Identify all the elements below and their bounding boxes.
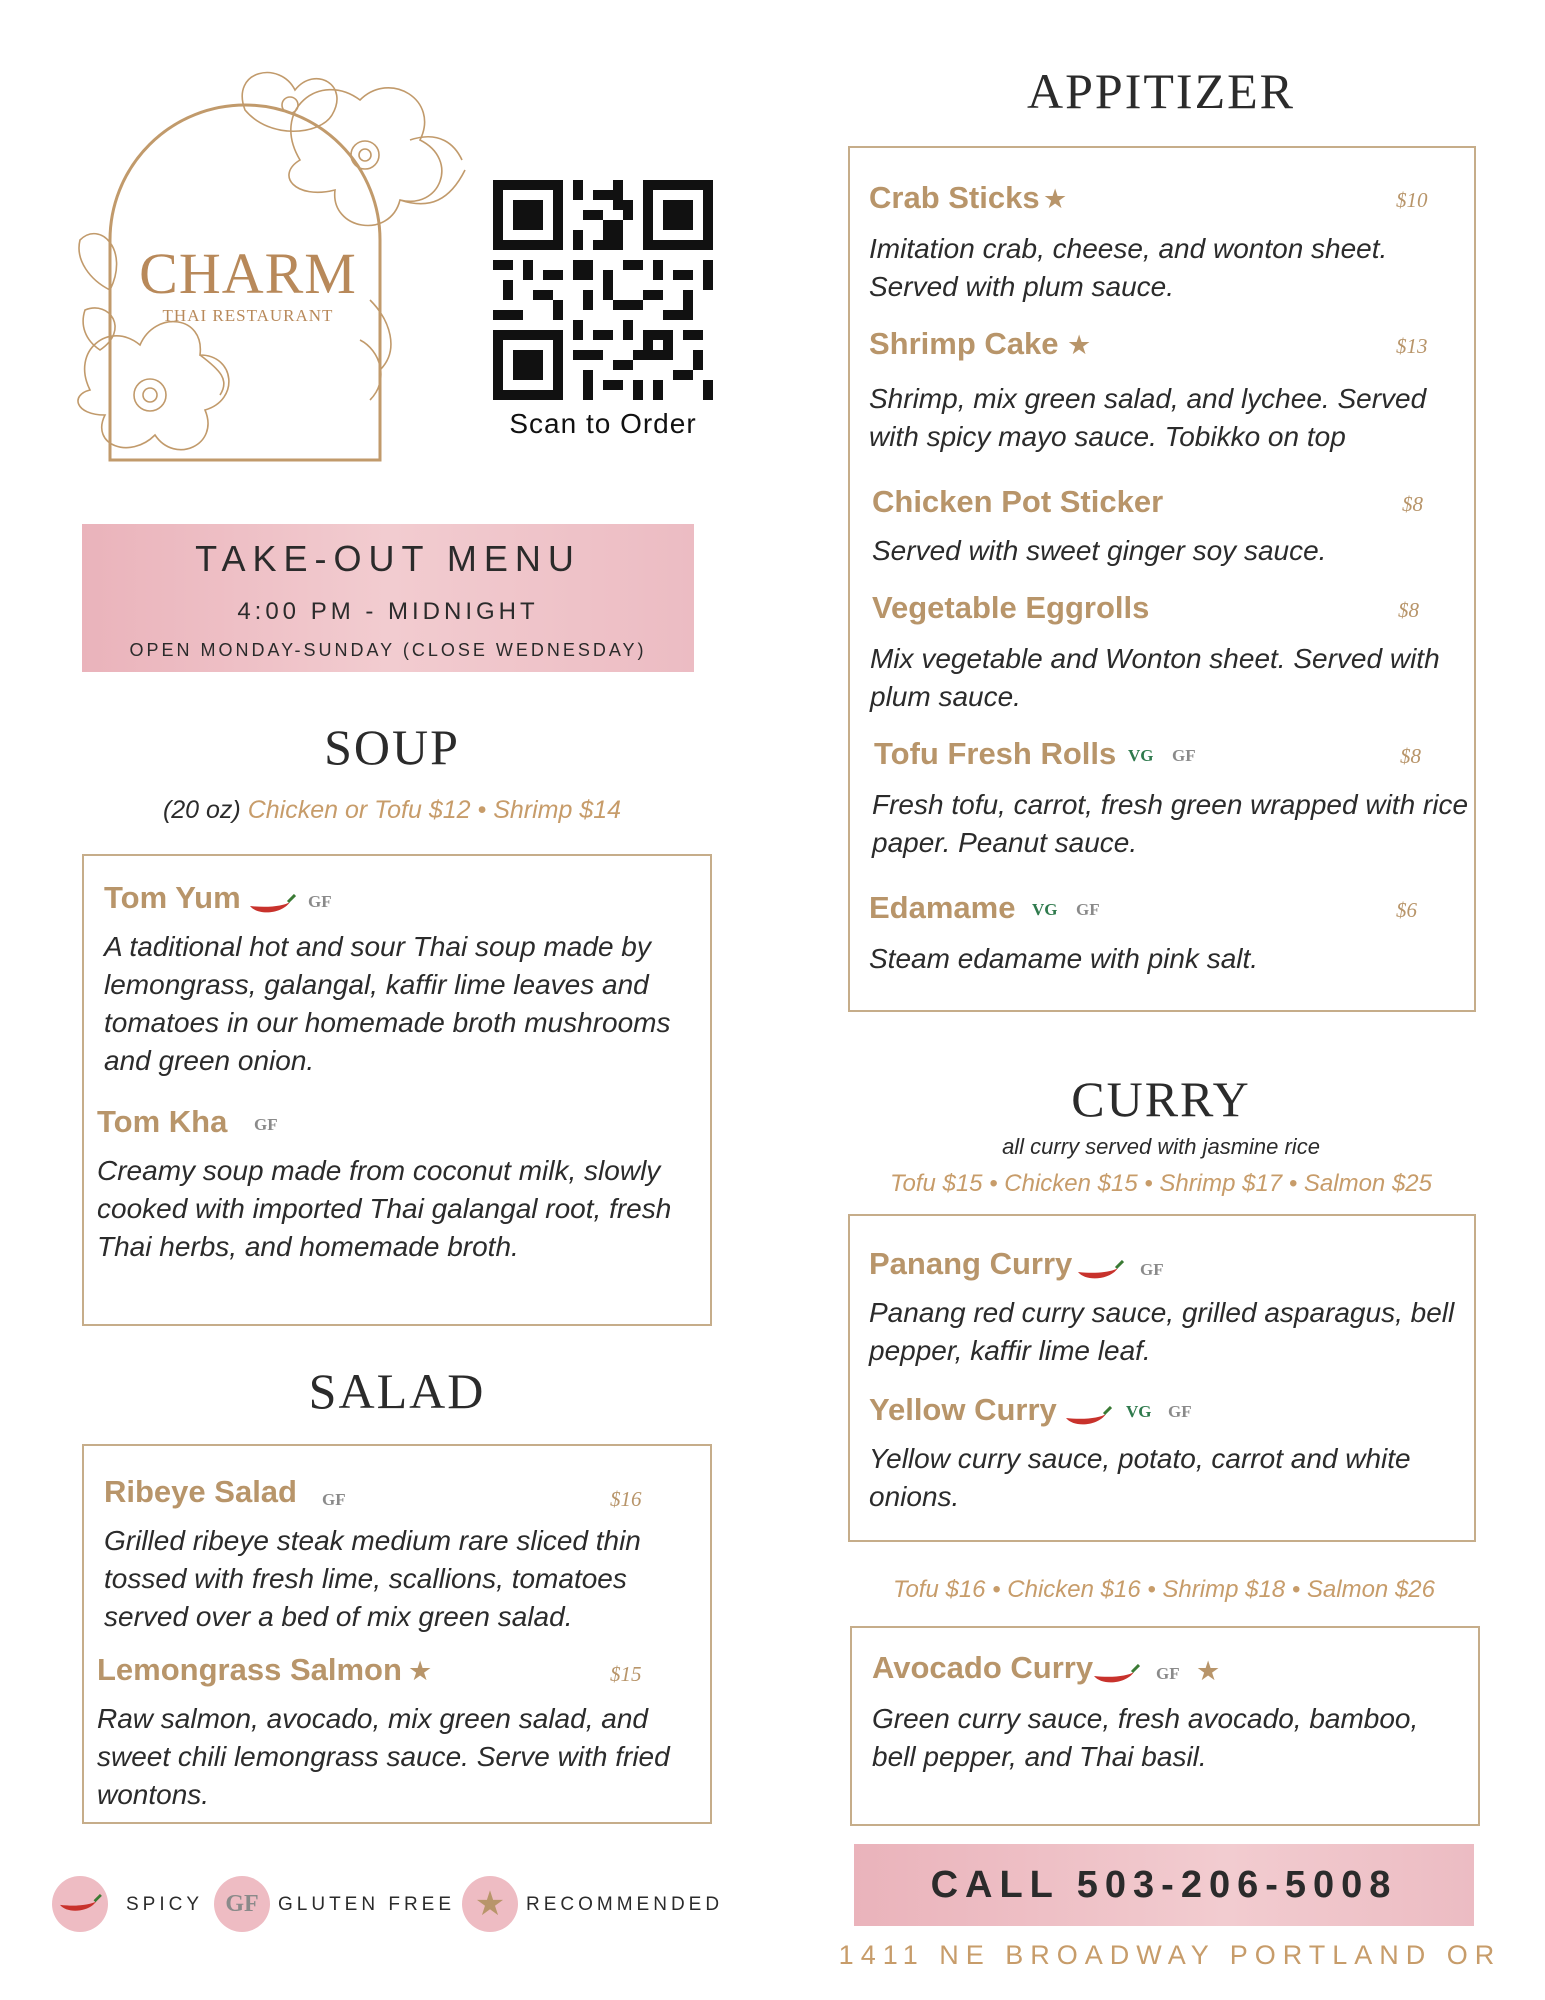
salad-item-name: Lemongrass Salmon [97,1652,402,1687]
recommended-star-icon: ★ [1043,184,1068,214]
appetizer-item-desc: Shrimp, mix green salad, and lychee. Served with spicy mayo sauce. Tobikko on top [869,383,1427,452]
spicy-legend-label: SPICY [126,1894,204,1915]
curry-note: all curry served with jasmine rice [1002,1134,1320,1159]
chili-icon [1064,1406,1112,1428]
curry-item-name: Panang Curry [869,1246,1073,1281]
salad-item-price: $16 [610,1487,642,1511]
curry-item-desc: Green curry sauce, fresh avocado, bamboo, bell pepper, and Thai basil. [872,1703,1419,1772]
appetizer-item-name: Shrimp Cake [869,326,1059,361]
call-banner[interactable] [854,1844,1474,1926]
recommended-star-icon: ★ [474,1885,506,1923]
gf-tag: GF [1156,1664,1180,1683]
address: 1411 NE BROADWAY PORTLAND OR [838,1940,1502,1970]
appetizer-item-price: $8 [1402,492,1423,516]
chili-icon [58,1894,102,1914]
recommended-star-icon: ★ [1067,330,1092,360]
soup-item-desc: Creamy soup made from coconut milk, slowly cooked with imported Thai galangal root, fresh Thai herbs, and homemade broth. [97,1155,672,1262]
soup-item-name: Tom Yum [104,880,241,915]
curry-title: CURRY [1071,1071,1251,1127]
appetizer-item-price: $10 [1396,188,1428,212]
spicy-legend-badge [52,1876,108,1932]
appetizer-item-name: Crab Sticks [869,180,1040,215]
appetizer-title: APPITIZER [1027,63,1295,119]
appetizer-item-name: Edamame [869,890,1016,925]
appetizer-item-desc: Mix vegetable and Wonton sheet. Served with plum sauce. [870,643,1440,712]
appetizer-item-desc: Fresh tofu, carrot, fresh green wrapped with rice paper. Peanut sauce. [872,789,1469,858]
banner-hours: 4:00 PM - MIDNIGHT [237,598,539,625]
appetizer-item-desc: Served with sweet ginger soy sauce. [872,535,1327,566]
curry-item-desc: Yellow curry sauce, potato, carrot and white onions. [869,1443,1411,1512]
phone-number[interactable]: CALL 503-206-5008 [930,1864,1398,1906]
soup-item-name: Tom Kha [97,1104,228,1139]
gf-legend-badge-text: GF [225,1891,259,1917]
gf-tag: GF [322,1490,346,1509]
qr-code[interactable] [493,180,713,400]
legend [52,1876,752,1936]
appetizer-item-price: $6 [1396,898,1417,922]
appetizer-item-price: $8 [1400,744,1421,768]
qr-caption: Scan to Order [509,408,697,439]
banner-days: OPEN MONDAY-SUNDAY (CLOSE WEDNESDAY) [129,640,647,660]
qr-code-image [493,180,713,400]
recommended-star-icon: ★ [408,1656,433,1686]
salad-item-desc: Raw salmon, avocado, mix green salad, and sweet chili lemongrass sauce. Serve with fried wontons. [97,1703,670,1810]
gf-tag: GF [1076,900,1100,919]
vegan-tag: VG [1126,1402,1152,1421]
chili-icon [1076,1260,1124,1282]
soup-pricing: Chicken or Tofu $12 • Shrimp $14 [247,796,622,824]
soup-size: (20 oz) [162,796,241,824]
curry-item-name: Avocado Curry [872,1650,1094,1685]
banner-title: TAKE-OUT MENU [195,538,581,579]
appetizer-item-desc: Steam edamame with pink salt. [869,943,1259,974]
brand-name: CHARM [139,241,357,306]
vegan-tag: VG [1032,900,1058,919]
salad-item-desc: Grilled ribeye steak medium rare sliced thin tossed with fresh lime, scallions, tomatoes served over a bed of mix green salad. [104,1525,641,1632]
takeout-banner [82,524,694,672]
appetizer-item-price: $13 [1396,334,1428,358]
brand-subtitle: THAI RESTAURANT [162,306,334,325]
curry-pricing-2: Tofu $16 • Chicken $16 • Shrimp $18 • Salmon $26 [893,1576,1435,1603]
gf-tag: GF [308,892,332,911]
chili-icon [248,894,296,916]
soup-title: SOUP [324,719,460,775]
gf-tag: GF [254,1115,278,1134]
appetizer-item-name: Tofu Fresh Rolls [874,736,1117,771]
vegan-tag: VG [1128,746,1154,765]
soup-pricing-line [82,796,702,825]
appetizer-item-name: Vegetable Eggrolls [872,590,1150,625]
gf-legend-badge [214,1876,270,1932]
appetizer-item-desc: Imitation crab, cheese, and wonton sheet. Served with plum sauce. [869,233,1388,302]
gf-tag: GF [1172,746,1196,765]
salad-item-name: Ribeye Salad [104,1474,297,1509]
gf-tag: GF [1140,1260,1164,1279]
salad-title: SALAD [308,1363,486,1419]
recommended-legend-label: RECOMMENDED [526,1894,724,1915]
gf-tag: GF [1168,1402,1192,1421]
gluten-free-legend-label: GLUTEN FREE [278,1894,456,1915]
recommended-star-icon: ★ [1196,1656,1221,1686]
chili-icon [1092,1664,1140,1686]
logo [70,50,470,480]
appetizer-item-price: $8 [1398,598,1419,622]
appetizer-item-name: Chicken Pot Sticker [872,484,1164,519]
soup-item-desc: A taditional hot and sour Thai soup made by lemongrass, galangal, kaffir lime leaves and tomatoes in our homemade broth mushrooms and green onion. [104,931,671,1076]
curry-pricing: Tofu $15 • Chicken $15 • Shrimp $17 • Salmon $25 [890,1170,1432,1197]
recommended-legend-badge [462,1876,518,1932]
salad-item-price: $15 [610,1662,642,1686]
curry-item-desc: Panang red curry sauce, grilled asparagus, bell pepper, kaffir lime leaf. [869,1297,1455,1366]
curry-item-name: Yellow Curry [869,1392,1057,1427]
